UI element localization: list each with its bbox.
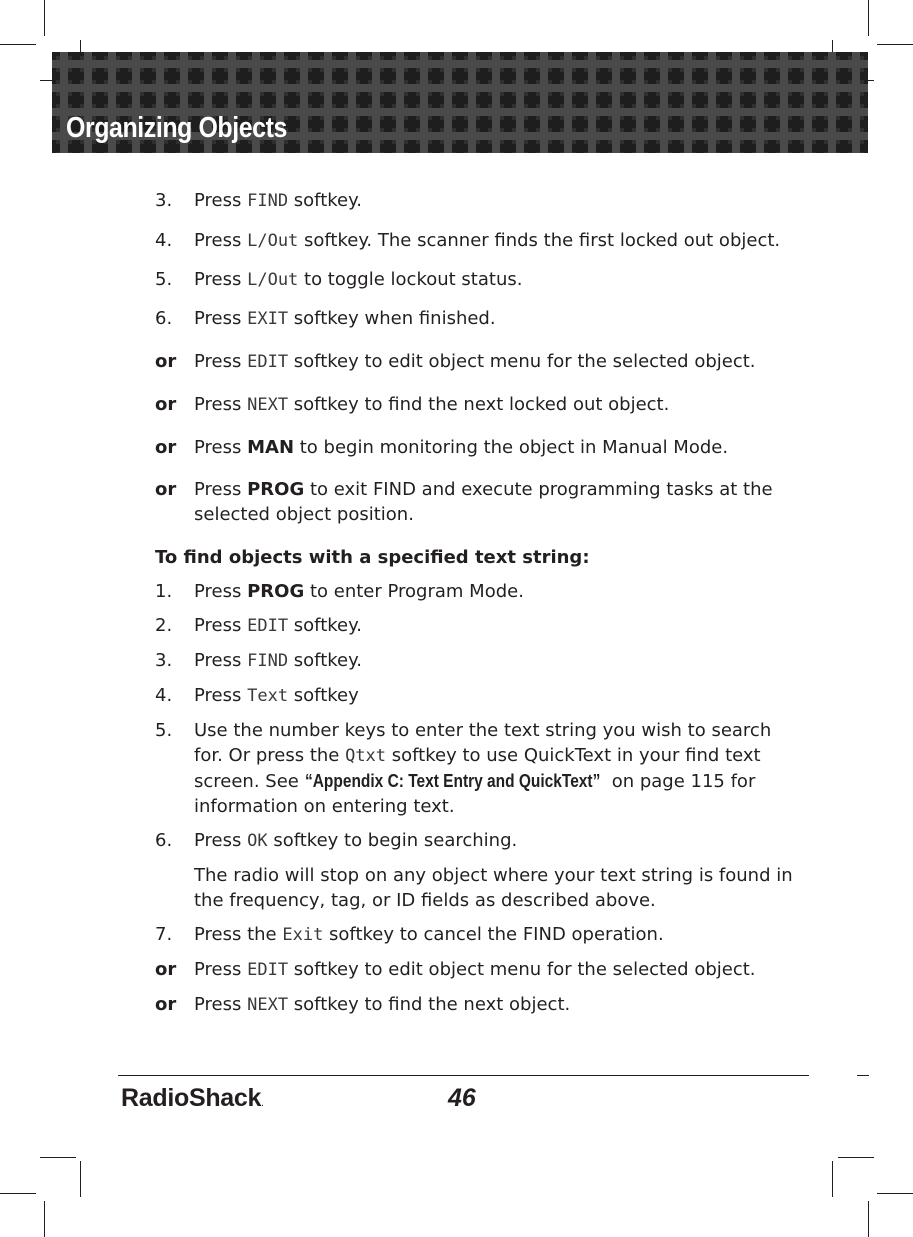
softkey-label: FIND <box>247 651 289 671</box>
option-text: to begin monitoring the object in Manual Mode. <box>294 437 729 458</box>
step-text: softkey to use QuickText in your find text screen. See <box>194 745 761 792</box>
appendix-reference: “Appendix C: Text Entry and QuickText” <box>304 771 600 791</box>
instructions <box>155 188 795 1018</box>
softkey-label: EDIT <box>247 960 289 980</box>
option-text: softkey to find the next object. <box>288 994 571 1015</box>
step-text: Press <box>194 308 248 329</box>
crop-mark <box>832 1161 833 1197</box>
softkey-label: Exit <box>282 925 324 945</box>
step-number: 4. <box>155 230 173 251</box>
section-heading: To find objects with a specified text string: <box>155 547 590 568</box>
or-label: or <box>155 994 177 1015</box>
option-text: Press <box>194 479 248 500</box>
crop-mark <box>868 0 869 36</box>
step-text: to enter Program Mode. <box>304 581 524 602</box>
crop-mark <box>877 1193 913 1194</box>
crop-mark <box>868 1201 869 1237</box>
or-option <box>155 992 795 1018</box>
crop-mark <box>877 44 913 45</box>
softkey-label: FIND <box>247 191 289 211</box>
step-number: 5. <box>155 720 173 741</box>
crop-mark <box>0 1193 36 1194</box>
crop-mark <box>40 1157 76 1158</box>
step-number: 3. <box>155 190 173 211</box>
key-name: PROG <box>247 479 305 500</box>
or-option <box>155 349 795 375</box>
step-text: Press <box>194 581 248 602</box>
option-text: Press <box>194 351 248 372</box>
option-text: softkey to find the next locked out object. <box>288 394 670 415</box>
step-text: Press <box>194 650 248 671</box>
step-5 <box>155 718 795 819</box>
softkey-label: L/Out <box>247 231 299 251</box>
or-label: or <box>155 479 177 500</box>
step-text: Press <box>194 830 248 851</box>
step-1 <box>155 579 795 604</box>
option-text: softkey to edit object menu for the selected object. <box>288 351 756 372</box>
step-text: to toggle lockout status. <box>298 269 523 290</box>
footer-divider <box>118 1075 809 1076</box>
step-3 <box>155 188 795 214</box>
step-text: Press <box>194 269 248 290</box>
softkey-label: EDIT <box>247 616 289 636</box>
step-text: on page 115 for information on entering text. <box>194 771 756 817</box>
option-text: softkey to edit object menu for the selected object. <box>288 959 756 980</box>
softkey-label: OK <box>247 831 268 851</box>
step-text: softkey. <box>288 615 362 636</box>
step-number: 5. <box>155 269 173 290</box>
step-text: Use the number keys to enter the text string you wish to search for. Or press the <box>194 720 772 766</box>
step-text: softkey when finished. <box>288 308 496 329</box>
crop-mark <box>44 1201 45 1237</box>
step-text: Press the <box>194 924 283 945</box>
step-6-note <box>155 863 795 913</box>
step-number: 1. <box>155 581 173 602</box>
key-name: MAN <box>247 437 295 458</box>
step-number: 6. <box>155 308 173 329</box>
or-label: or <box>155 394 177 415</box>
step-number: 2. <box>155 615 173 636</box>
step-number: 7. <box>155 924 173 945</box>
step-text: softkey to begin searching. <box>267 830 518 851</box>
softkey-label: EDIT <box>247 352 289 372</box>
option-text: Press <box>194 394 248 415</box>
step-6 <box>155 306 795 332</box>
option-text: Press <box>194 994 248 1015</box>
step-text: Press <box>194 615 248 636</box>
step-number: 3. <box>155 650 173 671</box>
step-text: softkey <box>288 685 359 706</box>
or-option <box>155 477 795 527</box>
brand-mark: . <box>261 1098 264 1109</box>
brand-name: RadioShack <box>121 1084 262 1112</box>
softkey-label: NEXT <box>247 395 289 415</box>
option-text: to exit FIND and execute programming tasks at the selected object position. <box>194 479 773 525</box>
option-text: Press <box>194 959 248 980</box>
crop-mark <box>80 1161 81 1197</box>
note-text: The radio will stop on any object where your text string is found in the frequency, tag, or ID fields as described above. <box>194 865 793 911</box>
softkey-label: Qtxt <box>345 746 387 766</box>
option-text: Press <box>194 437 248 458</box>
step-4 <box>155 683 795 709</box>
step-text: softkey. <box>288 650 362 671</box>
page-number: 46 <box>448 1084 476 1112</box>
crop-mark <box>838 1157 874 1158</box>
or-option <box>155 957 795 983</box>
crop-mark <box>857 1075 869 1076</box>
brand-logo <box>121 1084 264 1113</box>
step-7 <box>155 922 795 948</box>
page-title: Organizing Objects <box>66 112 287 144</box>
step-2 <box>155 613 795 639</box>
softkey-label: EXIT <box>247 309 289 329</box>
or-label: or <box>155 437 177 458</box>
step-number: 6. <box>155 830 173 851</box>
crop-mark <box>0 44 36 45</box>
step-text: Press <box>194 685 248 706</box>
step-3 <box>155 648 795 674</box>
step-text: softkey. The scanner finds the first locked out object. <box>298 230 781 251</box>
or-label: or <box>155 351 177 372</box>
softkey-label: Text <box>247 686 289 706</box>
crop-mark <box>44 0 45 36</box>
softkey-label: L/Out <box>247 270 299 290</box>
or-option <box>155 435 795 460</box>
or-label: or <box>155 959 177 980</box>
softkey-label: NEXT <box>247 995 289 1015</box>
step-text: softkey to cancel the FIND operation. <box>323 924 664 945</box>
step-text: softkey. <box>288 190 362 211</box>
step-6 <box>155 828 795 854</box>
step-4 <box>155 228 795 254</box>
step-number: 4. <box>155 685 173 706</box>
key-name: PROG <box>247 581 305 602</box>
step-text: Press <box>194 190 248 211</box>
step-text: Press <box>194 230 248 251</box>
or-option <box>155 392 795 418</box>
step-5 <box>155 267 795 293</box>
